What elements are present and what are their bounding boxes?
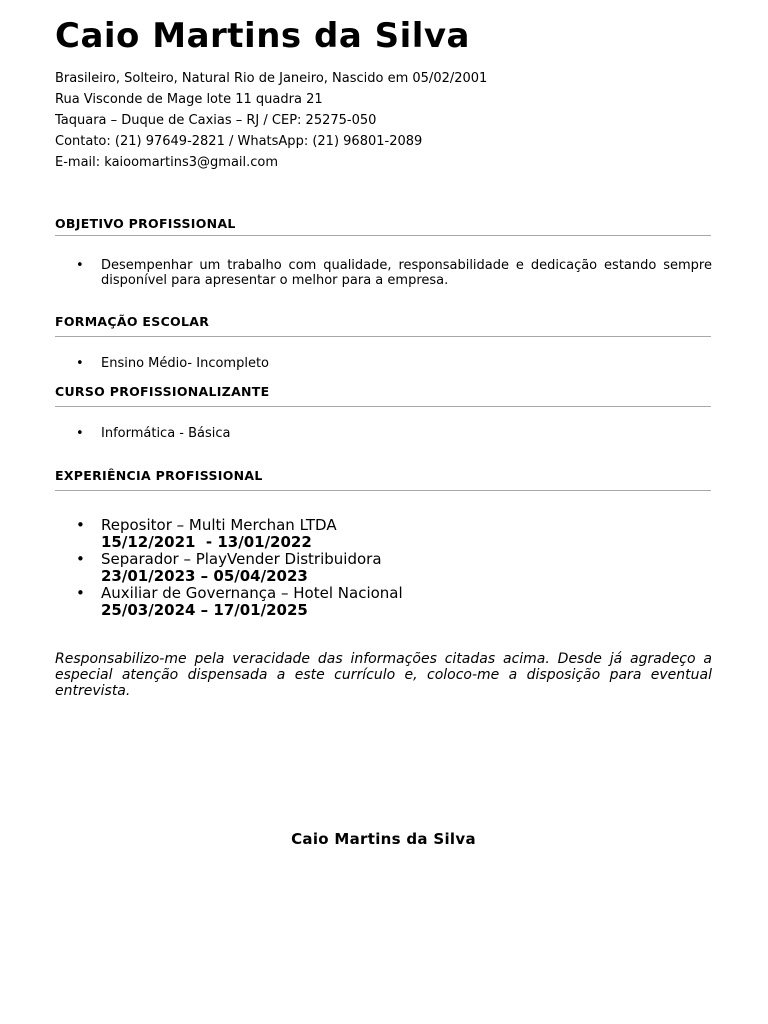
bullet-icon: • bbox=[76, 550, 85, 568]
bullet-icon: • bbox=[76, 516, 85, 534]
education-list bbox=[55, 356, 712, 371]
bullet-icon: • bbox=[76, 356, 84, 371]
experience-role: Separador – PlayVender Distribuidora bbox=[101, 550, 382, 568]
contact-block bbox=[55, 68, 487, 173]
list-item bbox=[55, 258, 712, 288]
course-section-title: CURSO PROFISSIONALIZANTE bbox=[55, 384, 270, 399]
course-divider bbox=[55, 406, 711, 407]
course-list bbox=[55, 426, 712, 441]
email-line: E-mail: kaioomartins3@gmail.com bbox=[55, 155, 279, 170]
closing-statement: Responsabilizo-me pela veracidade das informações citadas acima. Desde já agradeço a especial atenção dispensada a este currículo e, coloco-me a disposição para eventual entrevista. bbox=[55, 651, 712, 699]
phone-line: Contato: (21) 97649-2821 / WhatsApp: (21) 96801-2089 bbox=[55, 134, 423, 149]
objective-list bbox=[55, 258, 712, 288]
education-divider bbox=[55, 336, 711, 337]
bullet-icon: • bbox=[76, 426, 84, 441]
address-street-line: Rua Visconde de Mage lote 11 quadra 21 bbox=[55, 92, 323, 107]
bullet-icon: • bbox=[76, 584, 85, 602]
course-text: Informática - Básica bbox=[101, 426, 231, 441]
signature-name: Caio Martins da Silva bbox=[291, 830, 476, 848]
education-text: Ensino Médio- Incompleto bbox=[101, 356, 270, 371]
list-item bbox=[55, 517, 712, 551]
personal-info-line: Brasileiro, Solteiro, Natural Rio de Janeiro, Nascido em 05/02/2001 bbox=[55, 71, 488, 86]
experience-dates: 25/03/2024 – 17/01/2025 bbox=[101, 601, 308, 619]
experience-list bbox=[55, 517, 712, 619]
objective-divider bbox=[55, 235, 711, 236]
list-item bbox=[55, 551, 712, 585]
list-item bbox=[55, 356, 712, 371]
bullet-icon: • bbox=[76, 258, 84, 273]
address-city-line: Taquara – Duque de Caxias – RJ / CEP: 25275-050 bbox=[55, 113, 377, 128]
experience-divider bbox=[55, 490, 711, 491]
education-section-title: FORMAÇÃO ESCOLAR bbox=[55, 314, 210, 329]
candidate-name: Caio Martins da Silva bbox=[55, 16, 470, 56]
list-item bbox=[55, 585, 712, 619]
experience-role: Repositor – Multi Merchan LTDA bbox=[101, 516, 337, 534]
objective-text: Desempenhar um trabalho com qualidade, responsabilidade e dedicação estando sempre disponível para apresentar o melhor para a empresa. bbox=[101, 258, 712, 288]
experience-section-title: EXPERIÊNCIA PROFISSIONAL bbox=[55, 468, 263, 483]
objective-section-title: OBJETIVO PROFISSIONAL bbox=[55, 216, 236, 231]
experience-dates: 15/12/2021 - 13/01/2022 bbox=[101, 533, 312, 551]
experience-dates: 23/01/2023 – 05/04/2023 bbox=[101, 567, 308, 585]
list-item bbox=[55, 426, 712, 441]
experience-role: Auxiliar de Governança – Hotel Nacional bbox=[101, 584, 403, 602]
